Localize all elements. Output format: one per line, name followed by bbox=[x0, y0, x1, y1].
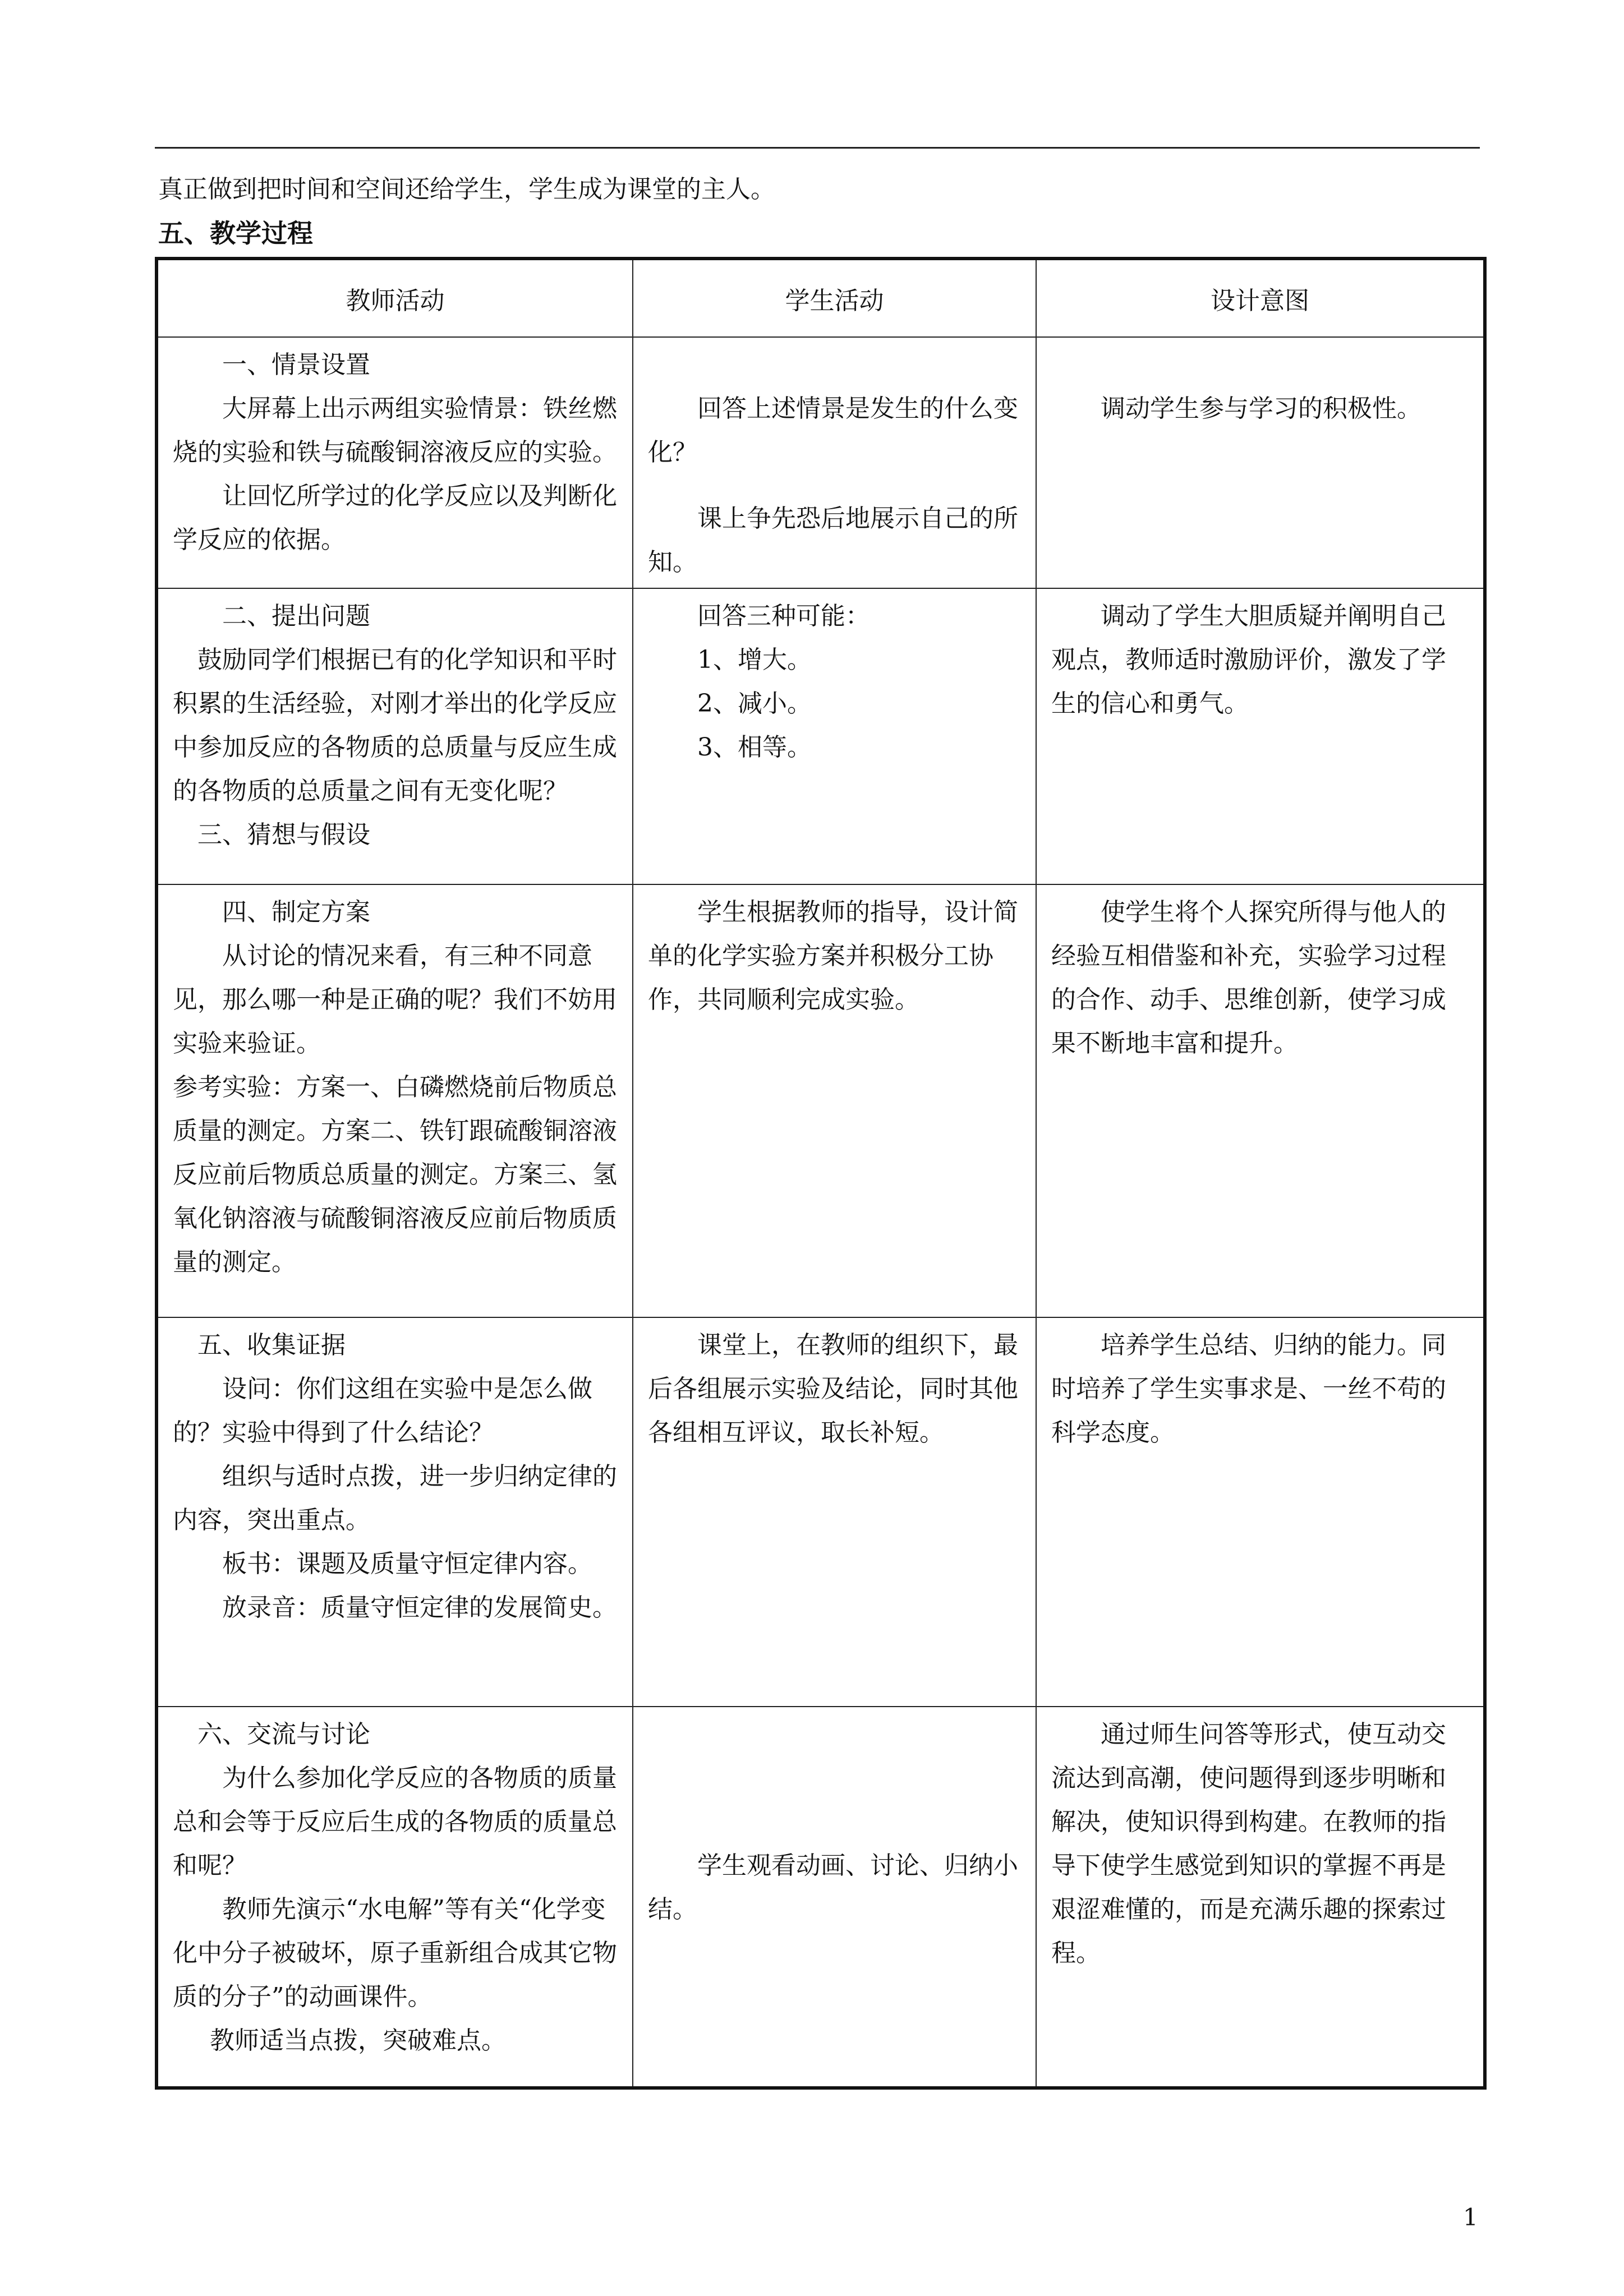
teacher-activity-cell bbox=[157, 884, 633, 1317]
list-item: 3、相等。 bbox=[697, 733, 812, 762]
design-intent-cell bbox=[1036, 1707, 1485, 2088]
student-text: 回答上述情景是发生的什么变化？ bbox=[648, 394, 1018, 467]
design-intent-cell bbox=[1036, 1317, 1485, 1707]
student-activity-cell bbox=[633, 337, 1036, 588]
table-row bbox=[157, 1707, 1485, 2088]
teacher-text: 从讨论的情况来看，有三种不同意见，那么哪一种是正确的呢？我们不妨用实验来验证。 bbox=[173, 942, 617, 1058]
table-row bbox=[157, 588, 1485, 884]
header-teacher-activity: 教师活动 bbox=[157, 259, 633, 337]
table-row bbox=[157, 884, 1485, 1317]
teacher-text: 设问：你们这组在实验中是怎么做的？实验中得到了什么结论？ bbox=[173, 1375, 592, 1447]
teacher-text: 鼓励同学们根据已有的化学知识和平时积累的生活经验，对刚才举出的化学反应中参加反应的各物质的总质量与反应生成的各物质的总质量之间有无变化呢？ bbox=[173, 646, 617, 805]
header-student-activity: 学生活动 bbox=[633, 259, 1036, 337]
teacher-text: 让回忆所学过的化学反应以及判断化学反应的依据。 bbox=[173, 482, 617, 554]
student-text: 课上争先恐后地展示自己的所知。 bbox=[648, 504, 1018, 577]
teacher-text: 参考实验：方案一、白磷燃烧前后物质总质量的测定。方案二、铁钉跟硫酸铜溶液反应前后物质总质量的测定。方案三、氢氧化钠溶液与硫酸铜溶液反应前后物质质量的测定。 bbox=[173, 1073, 617, 1276]
design-intent-cell bbox=[1036, 588, 1485, 884]
stage-title: 一、情景设置 bbox=[222, 351, 370, 379]
header-rule bbox=[155, 147, 1480, 149]
teacher-activity-cell bbox=[157, 337, 633, 588]
list-item: 2、减小。 bbox=[697, 689, 812, 718]
table-row bbox=[157, 337, 1485, 588]
table-row bbox=[157, 1317, 1485, 1707]
intro-paragraph: 真正做到把时间和空间还给学生，学生成为课堂的主人。 bbox=[158, 175, 775, 204]
intent-text: 调动学生参与学习的积极性。 bbox=[1101, 394, 1421, 423]
teacher-text: 大屏幕上出示两组实验情景：铁丝燃烧的实验和铁与硫酸铜溶液反应的实验。 bbox=[173, 394, 617, 467]
stage-title: 四、制定方案 bbox=[222, 898, 370, 926]
stage-title: 六、交流与讨论 bbox=[197, 1720, 370, 1749]
intent-text: 培养学生总结、归纳的能力。同时培养了学生实事求是、一丝不苟的科学态度。 bbox=[1051, 1331, 1446, 1447]
section-heading: 五、教学过程 bbox=[158, 218, 313, 248]
intent-text: 使学生将个人探究所得与他人的经验互相借鉴和补充，实验学习过程的合作、动手、思维创新，使学习成果不断地丰富和提升。 bbox=[1051, 898, 1446, 1058]
student-text: 回答三种可能： bbox=[697, 602, 870, 630]
teacher-activity-cell bbox=[157, 1317, 633, 1707]
teacher-text: 教师先演示“水电解”等有关“化学变化中分子被破坏，原子重新组合成其它物质的分子”的动画课件。 bbox=[173, 1895, 617, 2011]
stage-title: 二、提出问题 bbox=[222, 602, 370, 630]
intent-text: 通过师生问答等形式，使互动交流达到高潮，使问题得到逐步明晰和解决，使知识得到构建。在教师的指导下使学生感觉到知识的掌握不再是艰涩难懂的，而是充满乐趣的探索过程。 bbox=[1051, 1720, 1446, 1967]
header-design-intent: 设计意图 bbox=[1036, 259, 1485, 337]
teacher-activity-cell bbox=[157, 1707, 633, 2088]
intent-text: 调动了学生大胆质疑并阐明自己观点，教师适时激励评价，激发了学生的信心和勇气。 bbox=[1051, 602, 1446, 718]
teacher-activity-cell bbox=[157, 588, 633, 884]
student-activity-cell bbox=[633, 1707, 1036, 2088]
student-text: 学生根据教师的指导，设计简单的化学实验方案并积极分工协作，共同顺利完成实验。 bbox=[648, 898, 1018, 1014]
design-intent-cell bbox=[1036, 337, 1485, 588]
stage-title: 五、收集证据 bbox=[197, 1331, 346, 1359]
list-item: 1、增大。 bbox=[697, 646, 812, 674]
table-header-row bbox=[157, 259, 1485, 337]
design-intent-cell bbox=[1036, 884, 1485, 1317]
teacher-text: 放录音：质量守恒定律的发展简史。 bbox=[222, 1593, 617, 1622]
student-activity-cell bbox=[633, 1317, 1036, 1707]
student-activity-cell bbox=[633, 588, 1036, 884]
teacher-text: 为什么参加化学反应的各物质的质量总和会等于反应后生成的各物质的质量总和呢？ bbox=[173, 1764, 617, 1880]
student-activity-cell bbox=[633, 884, 1036, 1317]
teaching-process-table bbox=[155, 257, 1487, 2090]
page-number: 1 bbox=[1463, 2203, 1478, 2231]
stage-title: 三、猜想与假设 bbox=[197, 820, 370, 849]
student-text: 学生观看动画、讨论、归纳小结。 bbox=[648, 1851, 1018, 1924]
student-text: 课堂上，在教师的组织下，最后各组展示实验及结论，同时其他各组相互评议，取长补短。 bbox=[648, 1331, 1018, 1447]
teacher-text: 教师适当点拨，突破难点。 bbox=[210, 2026, 506, 2055]
teacher-text: 板书：课题及质量守恒定律内容。 bbox=[222, 1550, 592, 1578]
teacher-text: 组织与适时点拨，进一步归纳定律的内容，突出重点。 bbox=[173, 1462, 617, 1534]
